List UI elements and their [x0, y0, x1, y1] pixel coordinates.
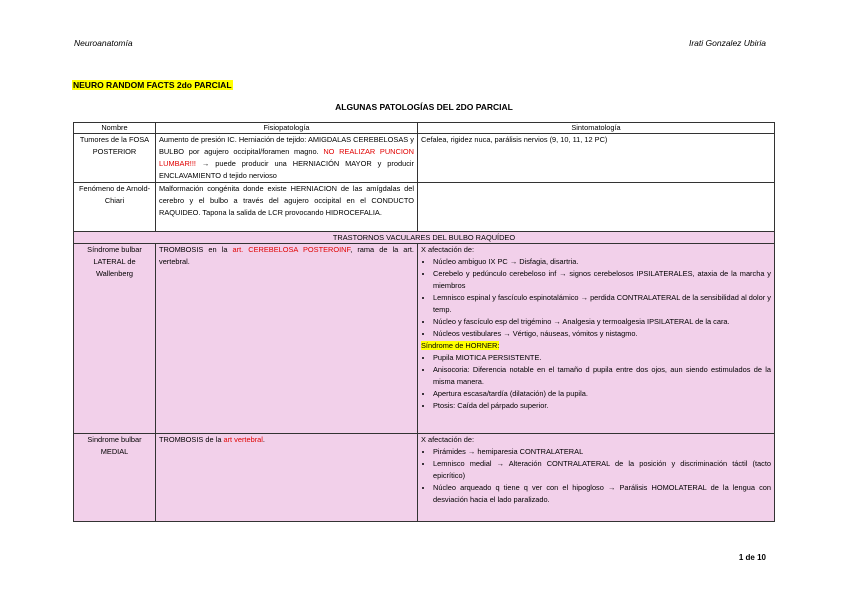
- table-row: [74, 183, 775, 232]
- horner-label: Síndrome de HORNER:: [421, 341, 500, 350]
- fisio-text: → puede producir una HERNIACIÓN MAYOR y producir ENCLAVAMIENTO d tejido nervioso: [159, 159, 414, 180]
- row-fisio: [156, 134, 418, 183]
- row-sinto: [418, 434, 775, 522]
- horner-list: [421, 352, 771, 412]
- section-heading: TRASTORNOS VACULARES DEL BULBO RAQUÍDEO: [74, 232, 775, 244]
- list-item: • Apertura escasa/tardía (dilatación) de la pupila.: [433, 388, 771, 400]
- list-item: • Núcleo y fascículo esp del trigémino → Analgesia y termoalgesia IPSILATERAL de la cara.: [433, 316, 771, 328]
- row-sinto: [418, 244, 775, 434]
- afectacion-list: [421, 256, 771, 340]
- list-item: • Cerebelo y pedúnculo cerebeloso inf → signos cerebelosos IPSILATERALES, ataxia de la marcha y miembros: [433, 268, 771, 292]
- list-item: • Lemnisco medial → Alteración CONTRALATERAL de la posición y discriminación táctil (tacto epicrítico): [433, 458, 771, 482]
- row-name: Sindrome bulbar MEDIAL: [74, 434, 156, 522]
- list-item: • Pirámides → hemiparesia CONTRALATERAL: [433, 446, 771, 458]
- table-row: [74, 244, 775, 434]
- afectacion-label: X afectación de:: [421, 435, 475, 444]
- section-subtitle: ALGUNAS PATOLOGÍAS DEL 2DO PARCIAL: [335, 102, 513, 112]
- row-name: Tumores de la FOSA POSTERIOR: [74, 134, 156, 183]
- warning-text: NO REALIZAR PUNCION LUMBAR!!!: [159, 147, 414, 168]
- list-item: • Núcleos vestibulares → Vértigo, náuseas, vómitos y nistagmo.: [433, 328, 771, 340]
- header-nombre: Nombre: [74, 123, 156, 134]
- table-header-row: [74, 123, 775, 134]
- table-row: [74, 134, 775, 183]
- row-fisio: [156, 244, 418, 434]
- list-item: • Ptosis: Caída del párpado superior.: [433, 400, 771, 412]
- pathology-table: [73, 122, 775, 522]
- page-number: 1 de 10: [738, 553, 766, 562]
- list-item: • Anisocoria: Diferencia notable en el tamaño d pupila entre dos ojos, aun siendo estimulados de la misma manera.: [433, 364, 771, 388]
- fisio-text: .: [262, 435, 265, 444]
- document-title: NEURO RANDOM FACTS 2do PARCIAL: [73, 80, 232, 90]
- section-row: [74, 232, 775, 244]
- list-item: • Núcleo arqueado q tiene q ver con el hipogloso → Parálisis HOMOLATERAL de la lengua con desviación hacia el lado paralizado.: [433, 482, 771, 506]
- fisio-text: TROMBOSIS de la: [159, 435, 224, 444]
- list-item: • Núcleo ambiguo IX PC → Disfagia, disartria.: [433, 256, 771, 268]
- afectacion-label: X afectación de:: [421, 245, 475, 254]
- fisio-text: Aumento de presión IC. Herniación de tejido: AMIGDALAS CEREBELOSAS y BULBO por agujero occipital/foramen magno.: [159, 135, 414, 156]
- row-name: Fenómeno de Arnold-Chiari: [74, 183, 156, 232]
- row-sinto: Cefalea, rigidez nuca, parálisis nervios (9, 10, 11, 12 PC): [418, 134, 775, 183]
- header-fisiopatologia: Fisiopatología: [156, 123, 418, 134]
- row-fisio: [156, 434, 418, 522]
- header-sintomatologia: Sintomatología: [418, 123, 775, 134]
- artery-text: art vertebral: [223, 435, 263, 444]
- header-subject: Neuroanatomía: [74, 38, 133, 48]
- header-author: Irati Gonzalez Ubiria: [688, 38, 766, 48]
- list-item: • Lemnisco espinal y fascículo espinotalámico → perdida CONTRALATERAL de la sensibilidad al dolor y temp.: [433, 292, 771, 316]
- table-row: [74, 434, 775, 522]
- fisio-text: , rama de la art. vertebral.: [159, 245, 414, 266]
- row-fisio: Malformación congénita donde existe HERNIACION de las amígdalas del cerebro y el bulbo a través del agujero occipital en el CONDUCTO RAQUIDEO. Tapona la salida de LCR provocando HIDROCEFALIA.: [156, 183, 418, 232]
- artery-text: art. CEREBELOSA POSTEROINF: [232, 245, 351, 254]
- list-item: • Pupila MIOTICA PERSISTENTE.: [433, 352, 771, 364]
- fisio-text: TROMBOSIS en la: [159, 245, 233, 254]
- row-sinto: [418, 183, 775, 232]
- afectacion-list: [421, 446, 771, 506]
- row-name: Síndrome bulbar LATERAL de Wallenberg: [74, 244, 156, 434]
